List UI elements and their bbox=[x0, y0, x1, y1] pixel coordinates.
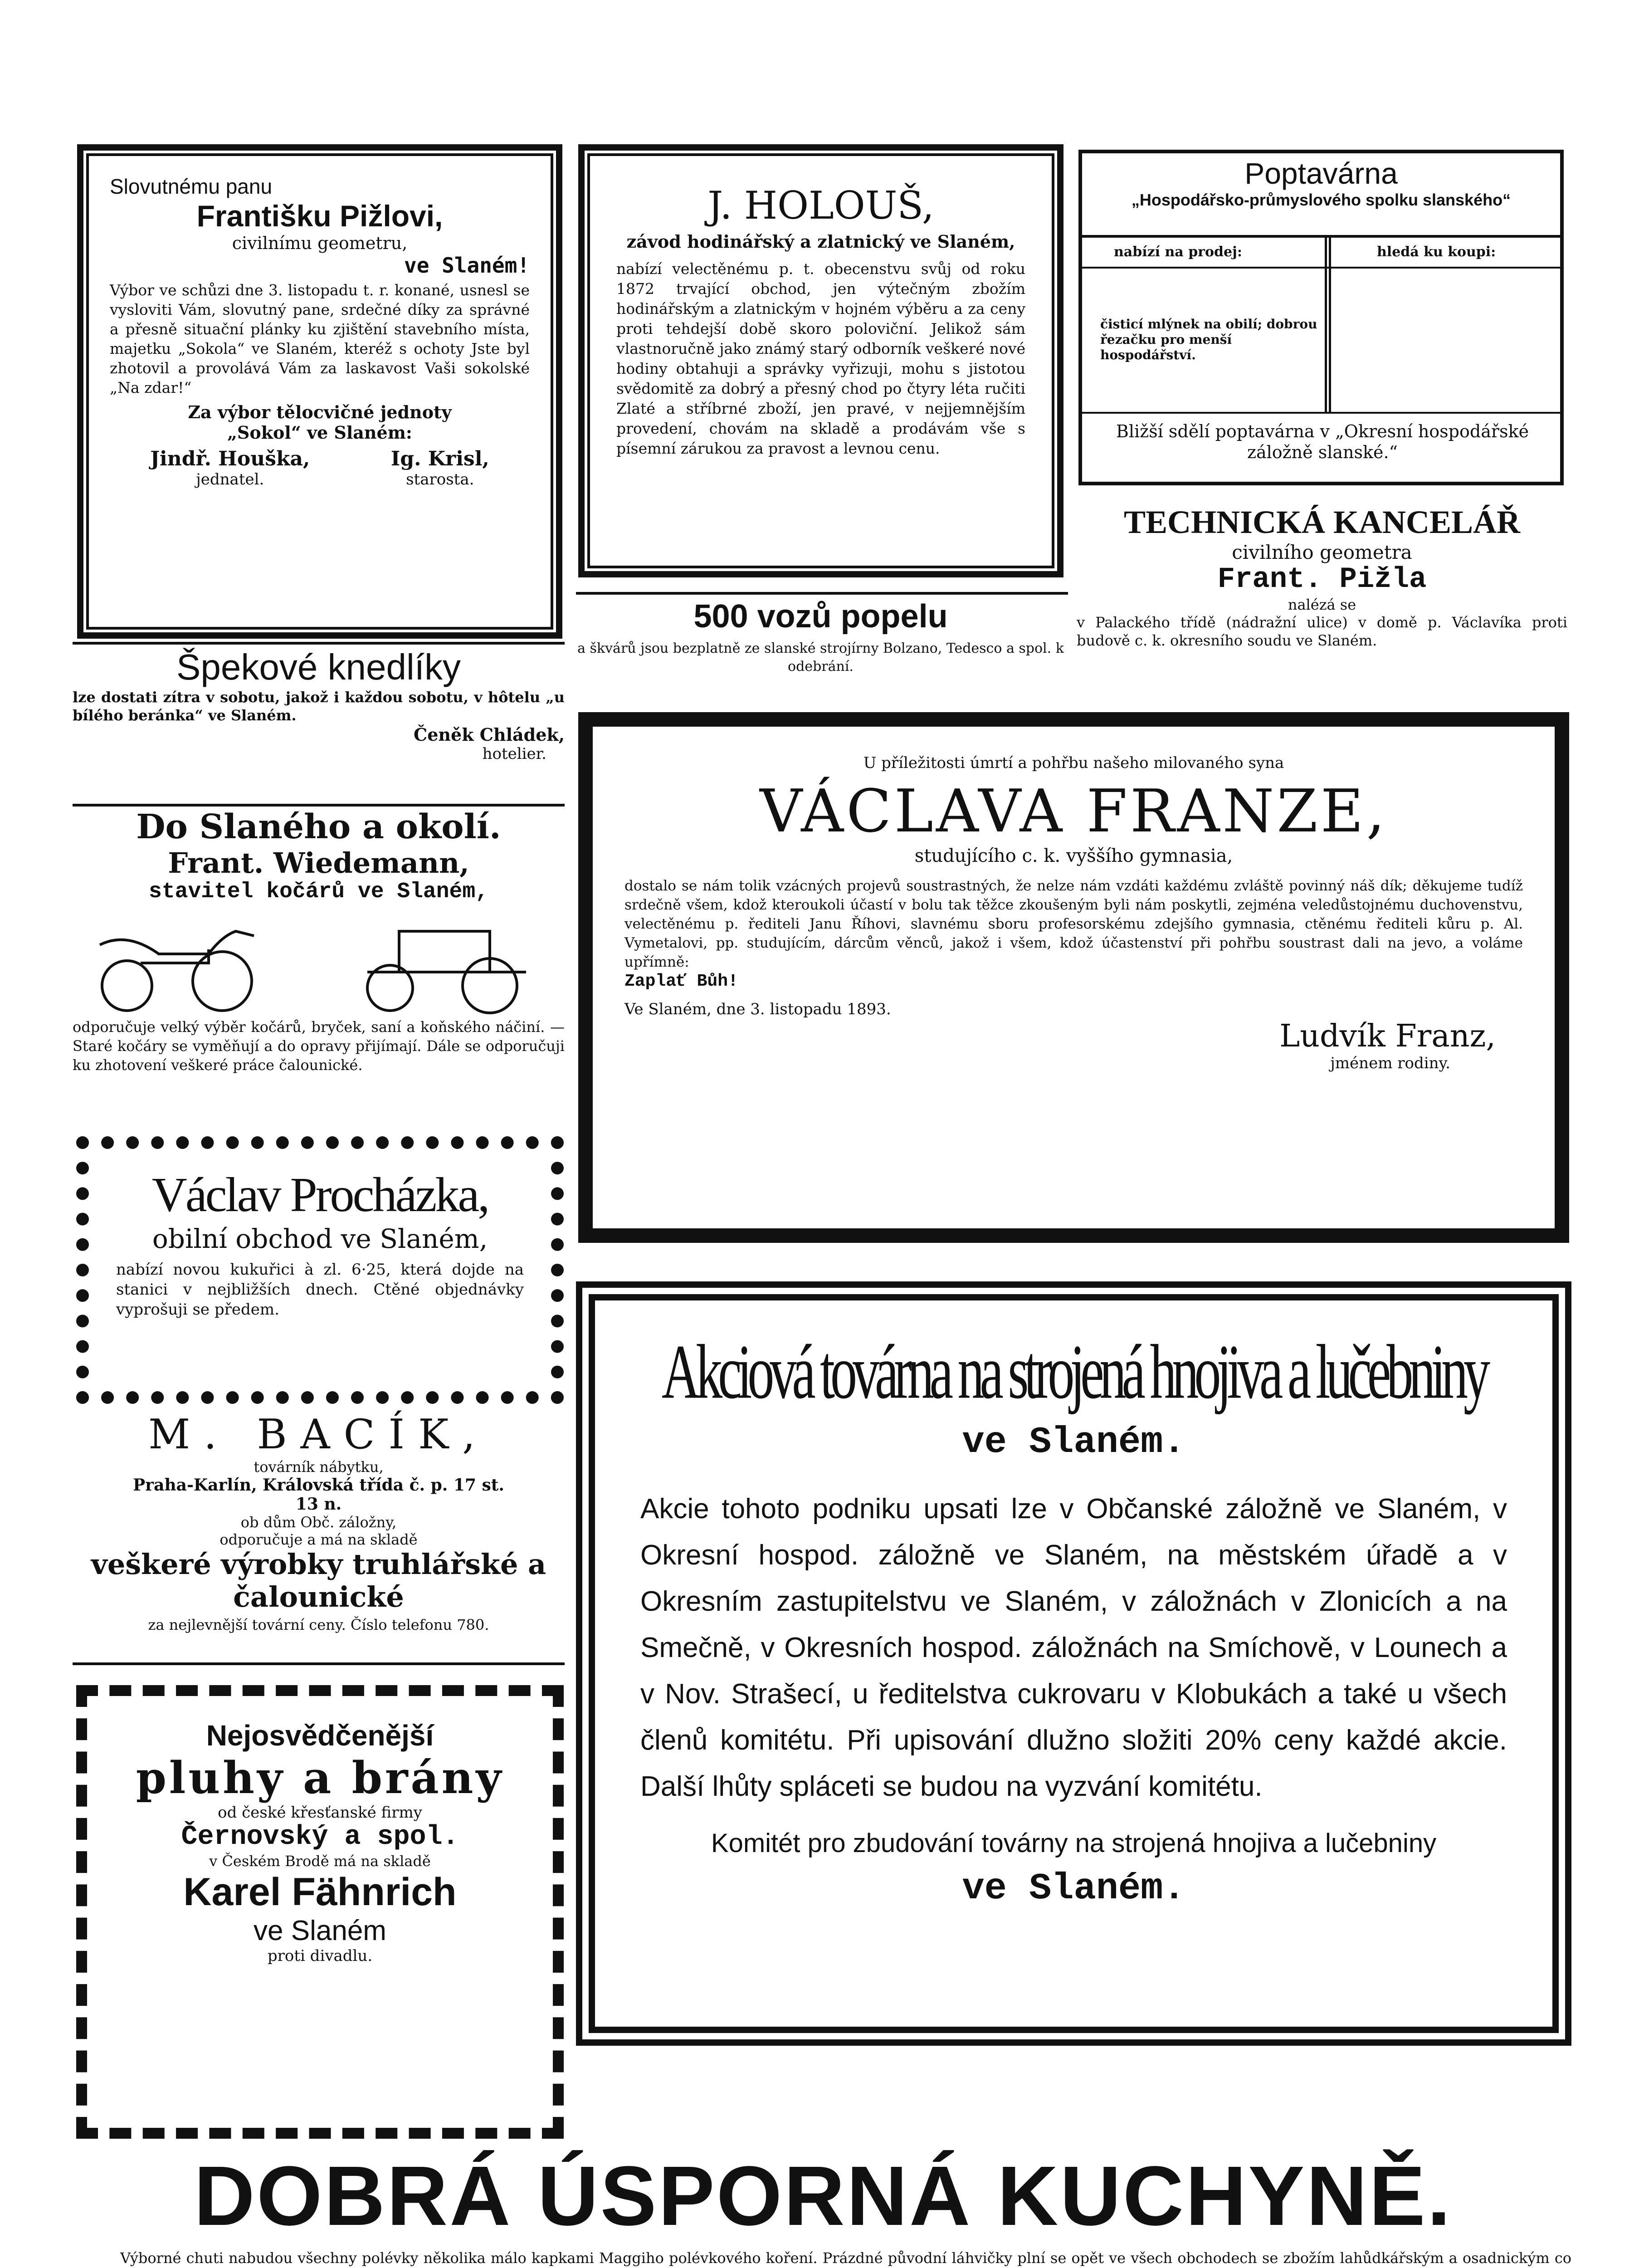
pizl-place: ve Slaném! bbox=[404, 253, 530, 278]
wiedemann-title: Do Slaného a okolí. bbox=[136, 807, 501, 846]
holous-name: J. HOLOUŠ, bbox=[707, 183, 934, 228]
tovarna-place2: ve Slaném. bbox=[962, 1867, 1185, 1910]
pluhy-line1: Nejosvědčenější bbox=[206, 1719, 434, 1752]
spekove-title: Špekové knedlíky bbox=[176, 647, 461, 687]
carriage-right-icon bbox=[367, 931, 526, 1013]
ad-pizl bbox=[77, 144, 562, 639]
pizl-title: civilnímu geometru, bbox=[232, 233, 408, 253]
kancelar-name: Frant. Pižla bbox=[1217, 563, 1427, 596]
prochazka-sub: obilní obchod ve Slaném, bbox=[152, 1223, 488, 1254]
tovarna-body: Akcie tohoto podniku upsati lze v Občanské záložně ve Slaném, v Okresní hospod. záložně ve Slaném, na městském úřadě a v Okresním zastupitelstvu ve Slaném, v záložnách v Zlonicích a na Smečně, v Okresních hospod. záložnách na Smíchově, v Lounech a v Nov. Strašecí, u ředitelstva cukrovaru v Klobukách a také u všech členů komitétu. Při upisování dlužno složiti 20% ceny každé akcie. Další lhůty spláceti se budou na vyzvání komitétu. bbox=[640, 1493, 1507, 1802]
poptavarna-footer: Bližší sdělí poptavárna v „Okresní hospodářské záložně slanské.“ bbox=[1116, 421, 1529, 462]
bacik-big: veškeré výrobky truhlářské a čalounické bbox=[91, 1548, 546, 1613]
pluhy-line5: v Českém Brodě má na skladě bbox=[209, 1853, 431, 1870]
ad-franz bbox=[578, 712, 1569, 1243]
bacik-addr1: Praha-Karlín, Královská třída č. p. 17 st. bbox=[133, 1476, 504, 1495]
spekove-sig: Čeněk Chládek, bbox=[413, 724, 565, 745]
poptavarna-title: Poptavárna bbox=[1244, 156, 1398, 190]
poptavarna-col1-head: nabízí na prodej: bbox=[1114, 244, 1242, 260]
franz-name: VÁCLAVA FRANZE, bbox=[760, 777, 1388, 846]
kuchyne-title: DOBRÁ ÚSPORNÁ KUCHYNĚ. bbox=[194, 2149, 1453, 2243]
kancelar-body1: nalézá se bbox=[1288, 596, 1356, 613]
franz-date: Ve Slaném, dne 3. listopadu 1893. bbox=[624, 1000, 891, 1018]
ad-wiedemann bbox=[73, 807, 565, 1125]
pizl-sig2: „Sokol“ ve Slaném: bbox=[227, 422, 412, 443]
bacik-name: M. BACÍK, bbox=[148, 1411, 489, 1458]
ad-holous bbox=[578, 144, 1063, 577]
pizl-body: Výbor ve schůzi dne 3. listopadu t. r. konané, usnesl se vysloviti Vám, slovutný pane, srdečné díky za správné a přesně situační plánky ku zjištění stavebního místa, majetku „Sokola“ ve Slaném, kteréž s ochoty Jste byl zhotovil a provolává Vám za laskavost Vaši sokolské „Na zdar!“ bbox=[110, 281, 530, 396]
bacik-sub: továrník nábytku, bbox=[254, 1458, 384, 1476]
ad-tovarna bbox=[576, 1281, 1571, 2046]
ad-prochazka bbox=[76, 1136, 564, 1404]
pluhy-line3: od české křesťanské firmy bbox=[218, 1804, 422, 1822]
carriage-left-icon bbox=[100, 931, 254, 1011]
pluhy-line8: proti divadlu. bbox=[267, 1947, 373, 1965]
poptavarna-col1-body: čisticí mlýnek na obilí; dobrou řezačku pro menší hospodářství. bbox=[1100, 317, 1317, 362]
ad-popel bbox=[572, 598, 1069, 702]
kancelar-title: TECHNICKÁ KANCELÁŘ bbox=[1123, 504, 1521, 540]
spekove-role: hotelier. bbox=[482, 745, 546, 763]
wiedemann-sub: stavitel kočárů ve Slaném, bbox=[149, 880, 488, 904]
bacik-footer: za nejlevnější tovární ceny. Číslo telefonu 780. bbox=[148, 1616, 489, 1633]
pluhy-line6: Karel Fähnrich bbox=[183, 1870, 457, 1914]
holous-body: nabízí velectěnému p. t. obecenstvu svůj od roku 1872 trvající obchod, jen výtečným zbožím hodinářským a zlatnickým v hojném výběru a za ceny proti tehdejší době skoro poloviční. Jelikož sám vlastnoručně jako známý starý odborník veškeré nové hodiny obtahuji a správky vyřizuji, mohu s jistotou svědomitě za dobrý a přesný chod po čtyry léta ručiti Zlaté a stříbrné zboží, jen pravé, v nejjemnějším provedení, chovám na skladě a prodávám vše s písemní zárukou za pravost a levnou cenu. bbox=[616, 260, 1025, 457]
poptavarna-col2-head: hledá ku koupi: bbox=[1377, 244, 1496, 260]
bacik-addr3: ob dům Obč. záložny, bbox=[240, 1514, 397, 1531]
prochazka-body: nabízí novou kukuřici à zl. 6·25, která dojde na stanici v nejbližších dnech. Ctěné objednávky vyprošuji se předem. bbox=[116, 1261, 524, 1319]
franz-zaplat: Zaplať Bůh! bbox=[624, 972, 738, 991]
pizl-salutation: Slovutnému panu bbox=[110, 175, 273, 198]
pluhy-line2: pluhy a brány bbox=[136, 1752, 504, 1804]
spekove-body: lze dostati zítra v sobotu, jakož i každou sobotu, v hôtelu „u bílého beránka“ ve Slaném. bbox=[73, 689, 565, 724]
kancelar-sub: civilního geometra bbox=[1232, 541, 1412, 563]
pizl-name: Františku Pižlovi, bbox=[196, 199, 443, 233]
bacik-addr2: 13 n. bbox=[295, 1495, 342, 1514]
franz-body: dostalo se nám tolik vzácných projevů soustrastných, že nelze nám vzdáti každému zvláště povinný náš dík; děkujeme tudíž srdečně všem, kdož kteroukoli účastí v bolu tak těžce zkoušeným byli nám poskytli, zejména veledůstojnému duchovenstvu, velectěnému p. řediteli Janu Říhovi, slavnému sboru profesorskému zdejšího gymnasia, ctěnému řediteli kůru p. Al. Vymetalovi, pp. studujícím, dárcům věnců, jakož i všem, kdož účastenství při pohřbu soustrast dali na jevo, a voláme upřímně: bbox=[624, 878, 1523, 970]
franz-sub: studujícího c. k. vyššího gymnasia, bbox=[914, 846, 1233, 866]
wiedemann-name: Frant. Wiedemann, bbox=[168, 846, 469, 880]
franz-intro: U příležitosti úmrtí a pohřbu našeho milovaného syna bbox=[863, 754, 1284, 772]
popel-body: a škvárů jsou bezplatně ze slanské strojírny Bolzano, Tedesco a spol. k odebrání. bbox=[577, 640, 1064, 675]
pluhy-line4: Černovský a spol. bbox=[181, 1822, 459, 1853]
bacik-addr4: odporučuje a má na skladě bbox=[220, 1531, 418, 1548]
franz-sig: Ludvík Franz, bbox=[1279, 1018, 1496, 1054]
ad-kuchyne bbox=[75, 2148, 1571, 2268]
ad-spekove bbox=[73, 646, 565, 803]
franz-role: jménem rodiny. bbox=[1330, 1054, 1450, 1072]
tovarna-komitet: Komitét pro zbudování továrny na strojená hnojiva a lučebniny bbox=[711, 1828, 1437, 1858]
pizl-sig1: Za výbor tělocvičné jednoty bbox=[188, 402, 452, 422]
tovarna-title: Akciová továrna na strojená hnojiva a lučebniny bbox=[661, 1329, 1486, 1415]
ad-bacik bbox=[73, 1411, 565, 1674]
holous-sub: závod hodinářský a zlatnický ve Slaném, bbox=[626, 231, 1015, 252]
carriage-illustrations bbox=[73, 904, 565, 1017]
kuchyne-body1: Výborné chuti nabudou všechny polévky několika málo kapkami Maggiho polévkového koření. Prázdné původní láhvičky plní se opět ve všech obchodech se zbožím lahůdkářským a osadnickým co bbox=[120, 2249, 1571, 2267]
poptavarna-sub: „Hospodářsko-průmyslového spolku slanského“ bbox=[1131, 191, 1511, 209]
pizl-sig1-name: Jindř. Houška, bbox=[150, 447, 310, 470]
pluhy-line7: ve Slaném bbox=[254, 1915, 386, 1946]
pizl-sig1-role: jednatel. bbox=[196, 470, 264, 489]
kancelar-body2: v Palackého třídě (nádražní ulice) v domě p. Václavíka proti budově c. k. okresního soudu ve Slaném. bbox=[1077, 614, 1567, 649]
ad-pluhy bbox=[76, 1685, 564, 2139]
popel-title: 500 vozů popelu bbox=[693, 598, 948, 635]
ad-kancelar bbox=[1075, 503, 1569, 703]
pizl-sig2-role: starosta. bbox=[406, 470, 474, 489]
pizl-sig2-name: Ig. Krisl, bbox=[390, 447, 489, 470]
wiedemann-body: odporučuje velký výběr kočárů, bryček, saní a koňského náčiní. — Staré kočáry se vyměňují a do opravy přijímají. Dále se odporučuji ku zhotovení veškeré práce čalounické. bbox=[73, 1018, 565, 1074]
ad-poptavarna bbox=[1078, 150, 1564, 485]
prochazka-name: Václav Procházka, bbox=[151, 1168, 488, 1222]
tovarna-place: ve Slaném. bbox=[962, 1421, 1185, 1463]
